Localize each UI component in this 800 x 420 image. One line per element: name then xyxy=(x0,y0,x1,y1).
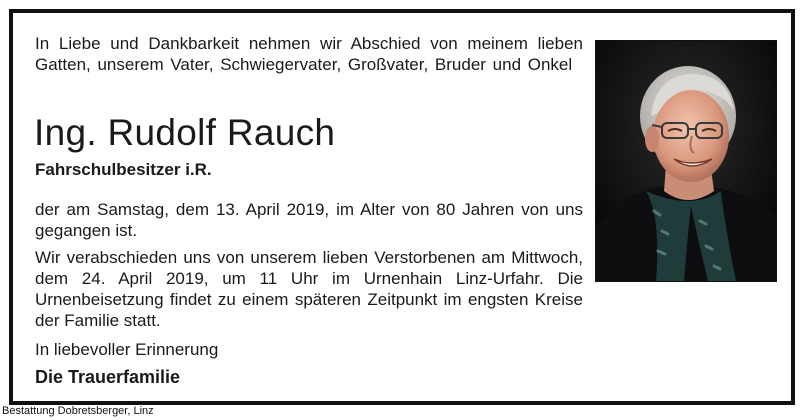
remembrance-line: In liebevoller Erinnerung xyxy=(35,340,219,359)
intro-text: In Liebe und Dankbarkeit nehmen wir Abschied von meinem lieben Gatten, unserem Vater, Schwiegervater, Großvater, Bruder und Onkel xyxy=(35,34,583,74)
family-signature: Die Trauerfamilie xyxy=(35,367,181,387)
footer-credit: Bestattung Dobretsberger, Linz xyxy=(2,405,154,417)
portrait-photo xyxy=(595,40,777,282)
portrait-image xyxy=(596,41,776,281)
obituary-frame xyxy=(9,9,795,405)
deceased-name: Ing. Rudolf Rauch xyxy=(34,112,336,153)
funeral-details-paragraph: Wir verabschieden uns von unserem lieben Verstorbenen am Mittwoch, dem 24. April 2019, um 11 Uhr im Urnenhain Linz-Urfahr. Die Urnenbeisetzung findet zu einem späteren Zeitpunkt im engsten Kreise der Familie statt. xyxy=(35,248,583,330)
death-date-paragraph: der am Samstag, dem 13. April 2019, im Alter von 80 Jahren von uns gegangen ist. xyxy=(35,200,583,240)
deceased-title: Fahrschulbesitzer i.R. xyxy=(35,160,212,179)
